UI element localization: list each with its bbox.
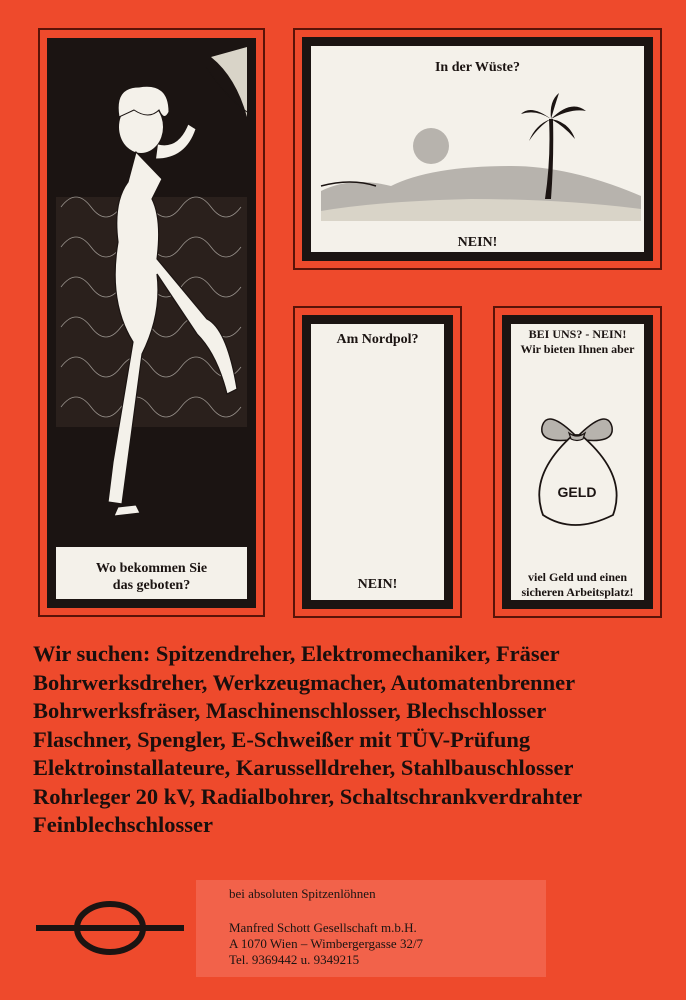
contact-address: A 1070 Wien – Wimbergergasse 32/7 — [229, 936, 424, 951]
woman-caption-line2: das geboten? — [112, 578, 191, 593]
northpole-question: Am Nordpol? — [336, 332, 419, 347]
woman-caption — [56, 560, 247, 594]
job-line: Bohrwerksfräser, Maschinenschlosser, Blechschlosser — [33, 698, 547, 723]
job-line: Feinblechschlosser — [33, 812, 213, 837]
woman-panel — [47, 38, 256, 608]
northpole-panel — [302, 315, 453, 609]
company-logo-icon — [36, 898, 184, 958]
desert-panel — [302, 37, 653, 261]
money-bottom2: sicheren Arbeitsplatz! — [521, 585, 634, 599]
desert-scene — [311, 81, 644, 221]
money-bag-icon — [511, 399, 644, 539]
money-heading — [511, 327, 644, 357]
sun-icon — [413, 128, 449, 164]
contact-address-block — [229, 920, 423, 968]
northpole-answer: NEIN! — [357, 577, 398, 592]
woman-caption-line1: Wo bekommen Sie — [95, 561, 208, 576]
desert-question: In der Wüste? — [434, 60, 521, 75]
woman-illustration — [56, 47, 247, 547]
money-panel — [502, 315, 653, 609]
desert-answer: NEIN! — [457, 235, 498, 250]
job-line: Flaschner, Spengler, E-Schweißer mit TÜV-Prüfung — [33, 726, 531, 752]
money-bottom1: viel Geld und einen — [527, 570, 628, 584]
job-line: Bohrwerksdreher, Werkzeugmacher, Automatenbrenner — [33, 669, 576, 695]
money-line2: Wir bieten Ihnen aber — [520, 342, 635, 356]
job-line: Wir suchen: Spitzendreher, Elektromechaniker, Fräser — [33, 641, 560, 666]
contact-slogan: bei absoluten Spitzenlöhnen — [229, 886, 376, 901]
contact-phone: Tel. 9369442 u. 9349215 — [229, 952, 360, 967]
contact-company: Manfred Schott Gesellschaft m.b.H. — [229, 920, 417, 935]
money-bottom — [511, 570, 644, 600]
job-list — [33, 640, 673, 840]
job-line: Elektroinstallateure, Karusselldreher, Stahlbauschlosser — [33, 755, 574, 780]
job-line: Rohrleger 20 kV, Radialbohrer, Schaltschrankverdrahter — [33, 783, 583, 809]
money-line1: BEI UNS? - NEIN! — [528, 327, 627, 341]
money-bag-label: GELD — [557, 484, 597, 500]
contact-box — [196, 880, 546, 977]
